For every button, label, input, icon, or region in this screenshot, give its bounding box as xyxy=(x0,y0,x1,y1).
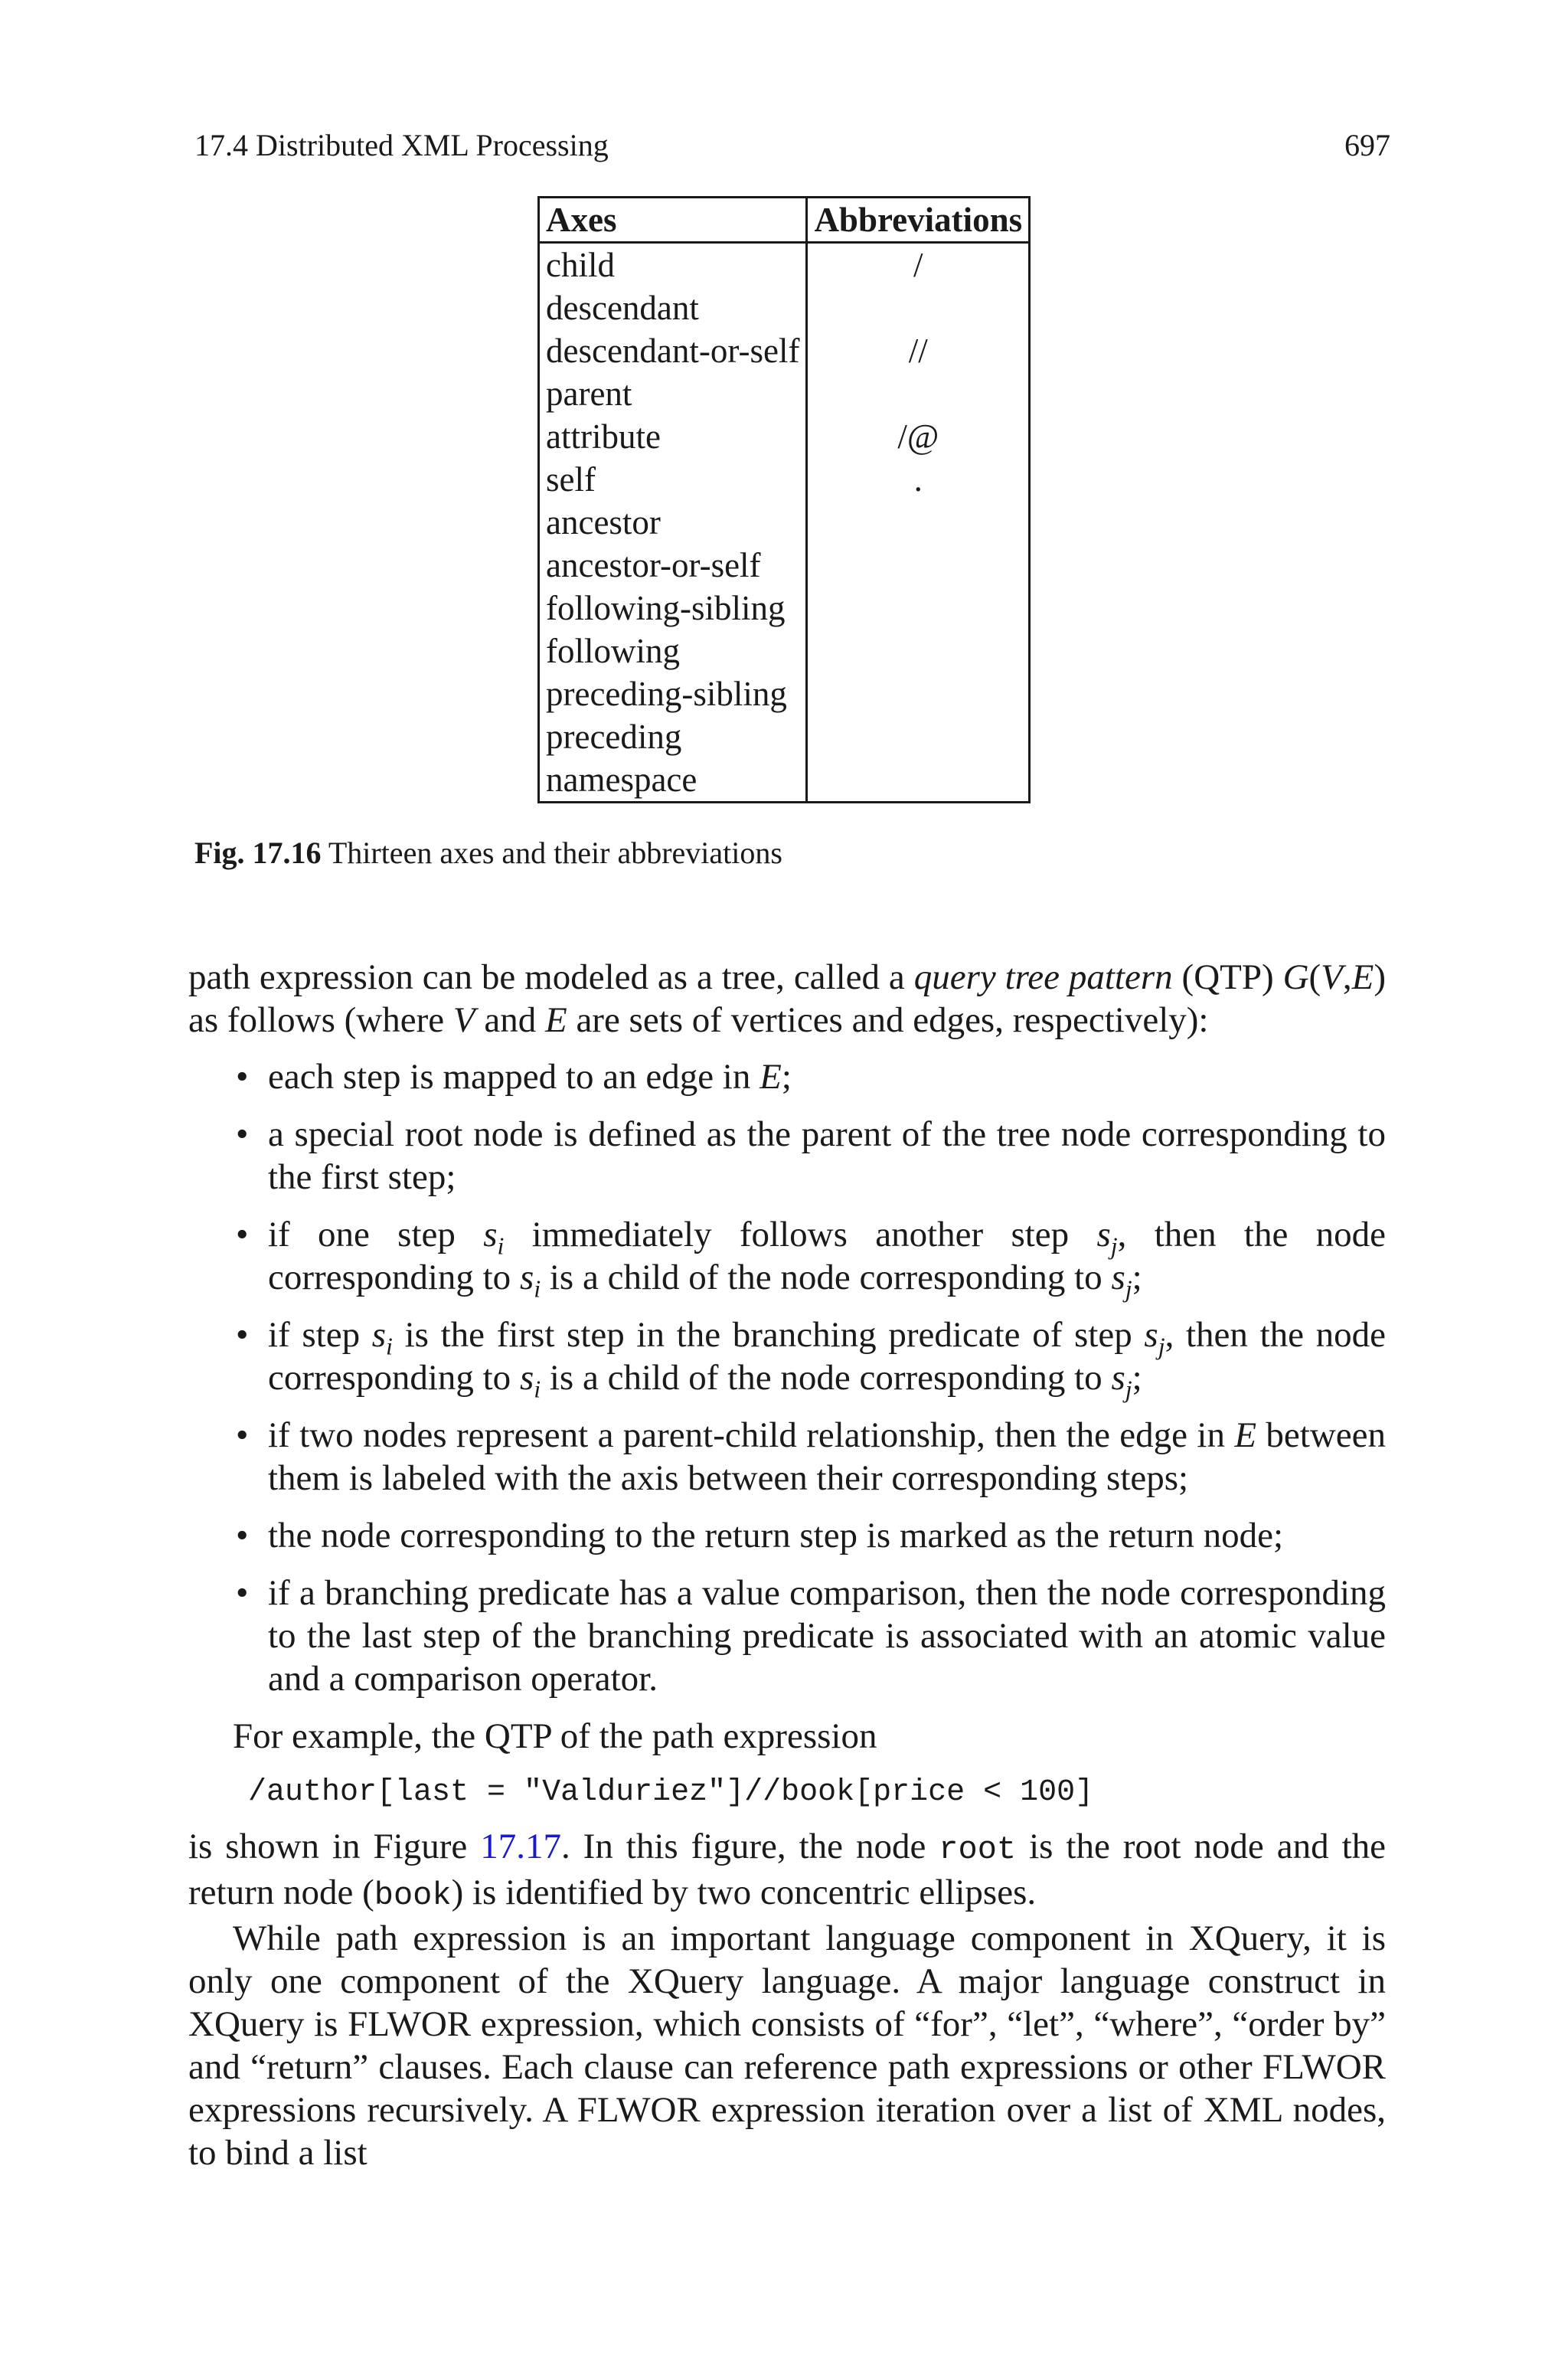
axis-cell: ancestor-or-self xyxy=(539,544,807,587)
qtp-rules-list xyxy=(188,1055,1386,1700)
axis-cell: descendant xyxy=(539,286,807,329)
abbreviation-cell: . xyxy=(807,458,1030,501)
abbreviation-cell xyxy=(807,758,1030,803)
table-row xyxy=(539,415,1030,458)
abbreviation-cell: / xyxy=(807,243,1030,287)
list-item: • each step is mapped to an edge in E; xyxy=(188,1055,1386,1098)
list-item: • if a branching predicate has a value comparison, then the node corresponding to the last step of the branching predicate is associated with an atomic value and a comparison operator. xyxy=(188,1572,1386,1700)
axis-cell: preceding xyxy=(539,715,807,758)
table-body xyxy=(539,243,1030,803)
table-row xyxy=(539,544,1030,587)
abbreviation-cell xyxy=(807,286,1030,329)
figure-17-17-link[interactable]: 17.17 xyxy=(480,1827,561,1866)
axis-cell: ancestor xyxy=(539,501,807,544)
list-item: • a special root node is defined as the parent of the tree node corresponding to the first step; xyxy=(188,1113,1386,1199)
abbreviation-cell: /@ xyxy=(807,415,1030,458)
figure-caption-text: Thirteen axes and their abbreviations xyxy=(328,836,782,870)
col-header-axes: Axes xyxy=(539,198,807,243)
axis-cell: following-sibling xyxy=(539,587,807,630)
table-row xyxy=(539,758,1030,803)
table-row xyxy=(539,715,1030,758)
abbreviation-cell xyxy=(807,587,1030,630)
table-row xyxy=(539,243,1030,287)
axis-cell: descendant-or-self xyxy=(539,329,807,372)
table-row xyxy=(539,458,1030,501)
axis-cell: namespace xyxy=(539,758,807,803)
code-root: root xyxy=(939,1831,1017,1868)
example-lead: For example, the QTP of the path expression xyxy=(233,1716,877,1756)
running-header xyxy=(194,127,1390,163)
table-header-row xyxy=(539,198,1030,243)
axis-cell: parent xyxy=(539,372,807,415)
example-paragraph: is shown in Figure 17.17. In this figure, the node root is the root node and the return node (book) is identified by two concentric ellipses. xyxy=(188,1827,1386,1914)
col-header-abbreviations: Abbreviations xyxy=(807,198,1030,243)
body-text xyxy=(188,956,1386,2174)
page-number: 697 xyxy=(1344,128,1390,162)
term-qtp: query tree pattern xyxy=(913,957,1173,997)
abbreviation-cell xyxy=(807,715,1030,758)
axis-cell: preceding-sibling xyxy=(539,672,807,715)
abbreviation-cell xyxy=(807,501,1030,544)
table-row xyxy=(539,329,1030,372)
abbreviation-cell xyxy=(807,630,1030,672)
list-item: • if step $s_i$ is the first step in the branching predicate of step $s_j$, then the node corresponding to $s_i$ is a child of the node corresponding to $s_j$; xyxy=(188,1313,1386,1399)
figure-label: Fig. 17.16 xyxy=(194,836,322,870)
table-row xyxy=(539,672,1030,715)
list-item: • if two nodes represent a parent-child relationship, then the edge in E between them is labeled with the axis between their corresponding steps; xyxy=(188,1414,1386,1500)
table-row xyxy=(539,501,1030,544)
final-paragraph: While path expression is an important language component in XQuery, it is only one component of the XQuery language. A major language construct in XQuery is FLWOR expression, which consists of “for”, “let”, “where”, “order by” and “return” clauses. Each clause can reference path expressions or other FLWOR expressions recursively. A FLWOR expression iteration over a list of XML nodes, to bind a list xyxy=(188,1918,1386,2173)
table-row xyxy=(539,372,1030,415)
code-book: book xyxy=(374,1877,452,1914)
axis-cell: self xyxy=(539,458,807,501)
axis-cell: attribute xyxy=(539,415,807,458)
path-expression-code: /author[last = "Valduriez"]//book[price < 100] xyxy=(248,1775,1094,1810)
section-title: 17.4 Distributed XML Processing xyxy=(194,128,609,162)
abbreviation-cell xyxy=(807,372,1030,415)
abbreviation-cell xyxy=(807,544,1030,587)
axis-cell: following xyxy=(539,630,807,672)
table-row xyxy=(539,286,1030,329)
intro-paragraph: path expression can be modeled as a tree, called a query tree pattern (QTP) G(V,E) as follows (where V and E are sets of vertices and edges, respectively): xyxy=(188,957,1387,1040)
axes-table xyxy=(537,196,1031,803)
abbreviation-cell: // xyxy=(807,329,1030,372)
figure-caption xyxy=(194,835,782,871)
table-row xyxy=(539,587,1030,630)
table-row xyxy=(539,630,1030,672)
axis-cell: child xyxy=(539,243,807,287)
abbreviation-cell xyxy=(807,672,1030,715)
list-item: • the node corresponding to the return step is marked as the return node; xyxy=(188,1514,1386,1557)
list-item: • if one step $s_i$ immediately follows another step $s_j$, then the node corresponding to $s_i$ is a child of the node corresponding to $s_j$; xyxy=(188,1213,1386,1299)
